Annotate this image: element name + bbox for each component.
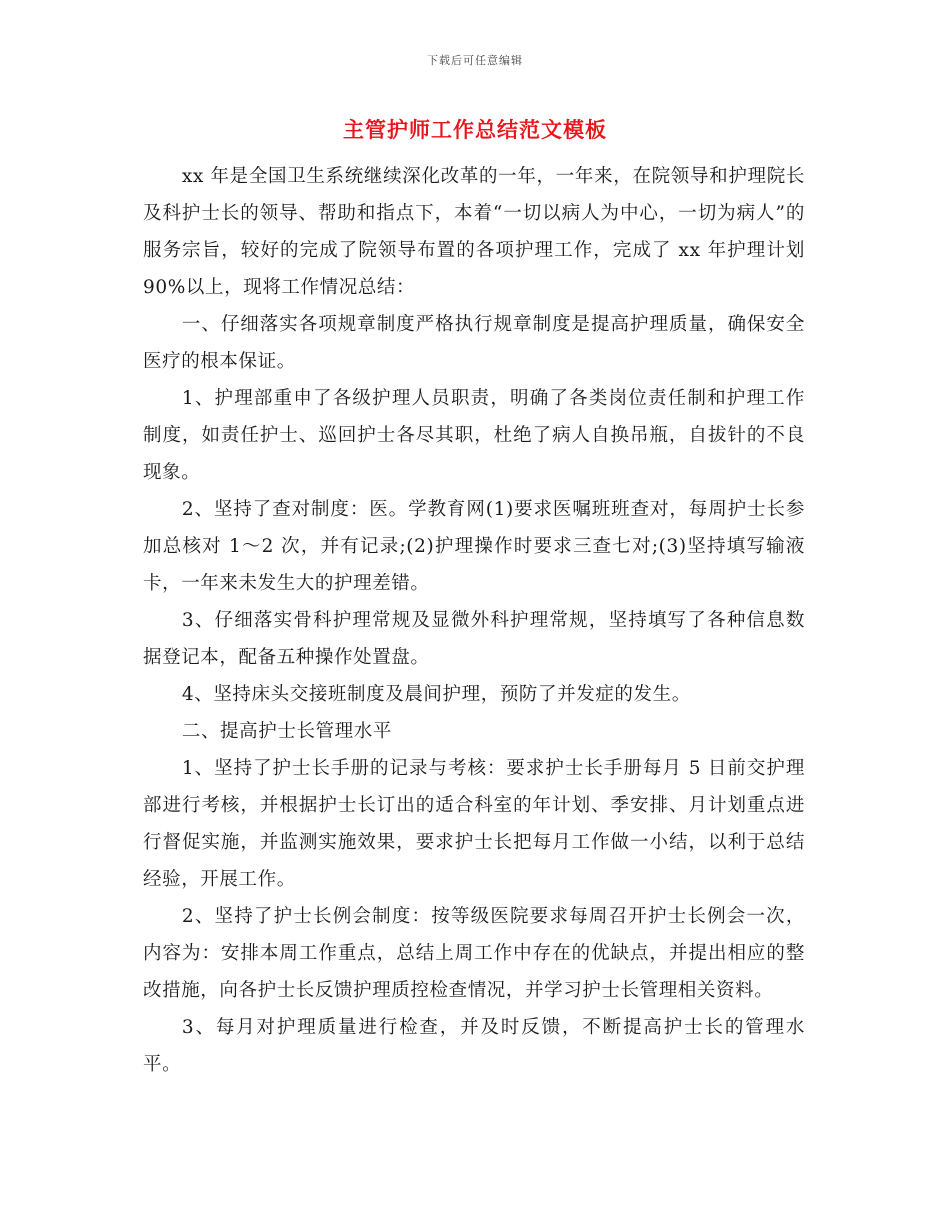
- document-body: [143, 158, 805, 1083]
- paragraph-section-2-item-3: 3、每月对护理质量进行检查，并及时反馈，不断提高护士长的管理水平。: [143, 1017, 805, 1075]
- paragraph-section-1-item-2: 2、坚持了查对制度：医。学教育网(1)要求医嘱班班查对，每周护士长参加总核对 1～2 次，并有记录;(2)护理操作时要求三查七对;(3)坚持填写输液卡，一年来未发生大的护理差错。: [143, 499, 805, 594]
- paragraph-section-1-item-3: 3、仔细落实骨科护理常规及显微外科护理常规，坚持填写了各种信息数据登记本，配备五种操作处置盘。: [143, 610, 805, 668]
- paragraph-section-1-heading: 一、仔细落实各项规章制度严格执行规章制度是提高护理质量，确保安全医疗的根本保证。: [143, 314, 805, 372]
- paragraph-section-2-item-1: 1、坚持了护士长手册的记录与考核：要求护士长手册每月 5 日前交护理部进行考核，并根据护士长订出的适合科室的年计划、季安排、月计划重点进行督促实施，并监测实施效果，要求护士长把每月工作做一小结，以利于总结经验，开展工作。: [143, 758, 805, 890]
- paragraph-section-1-item-4: 4、坚持床头交接班制度及晨间护理，预防了并发症的发生。: [181, 684, 691, 705]
- paragraph-intro: xx 年是全国卫生系统继续深化改革的一年，一年来，在院领导和护理院长及科护士长的领导、帮助和指点下，本着“一切以病人为中心，一切为病人”的服务宗旨，较好的完成了院领导布置的各项护理工作，完成了 xx 年护理计划 90%以上，现将工作情况总结：: [143, 166, 805, 298]
- paragraph-section-1-item-1: 1、护理部重申了各级护理人员职责，明确了各类岗位责任制和护理工作制度，如责任护士、巡回护士各尽其职，杜绝了病人自换吊瓶，自拔针的不良现象。: [143, 388, 805, 483]
- paragraph-section-2-item-2: 2、坚持了护士长例会制度：按等级医院要求每周召开护士长例会一次，内容为：安排本周工作重点，总结上周工作中存在的优缺点，并提出相应的整改措施，向各护士长反馈护理质控检查情况，并学习护士长管理相关资料。: [143, 906, 805, 1001]
- page-header-note: 下载后可任意编辑: [427, 54, 523, 67]
- paragraph-section-2-heading: 二、提高护士长管理水平: [181, 721, 392, 742]
- document-title: 主管护师工作总结范文模板: [343, 118, 607, 142]
